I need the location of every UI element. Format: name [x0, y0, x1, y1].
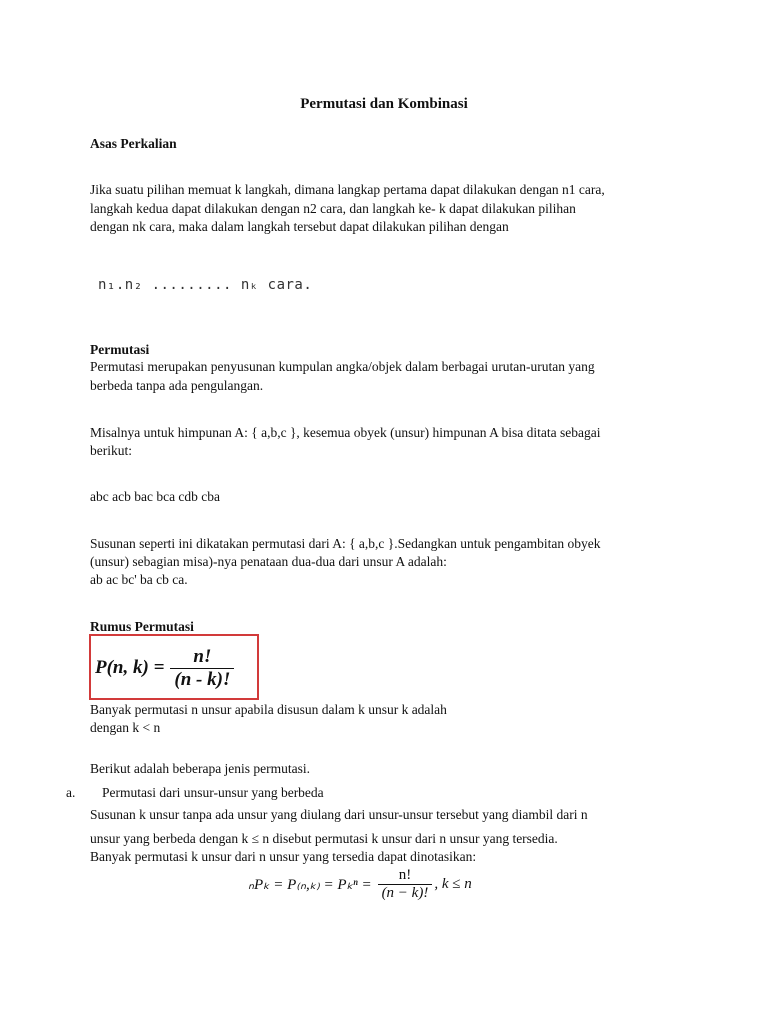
section-a-marker: a. [66, 785, 76, 800]
permutasi-paragraph-line-1: Permutasi merupakan penyusunan kumpulan angka/objek dalam berbagai urutan-urutan yang [90, 359, 595, 374]
section-a-equation-rhs: , k ≤ n [434, 875, 472, 892]
section-a-line-1: Susunan k unsur tanpa ada unsur yang diulang dari unsur-unsur tersebut yang diambil dari n [90, 807, 588, 822]
section-a-equation [248, 862, 472, 906]
permutasi-heading: Permutasi [90, 342, 150, 357]
page-title: Permutasi dan Kombinasi [300, 96, 468, 112]
rumus-formula-fraction [170, 646, 234, 691]
rumus-text-line-1: Banyak permutasi n unsur apabila disusun dalam k unsur k adalah [90, 702, 447, 717]
asas-paragraph-line-2: langkah kedua dapat dilakukan dengan n2 cara, dan langkah ke- k dapat dilakukan pilihan [90, 201, 576, 216]
rumus-formula-numerator: n! [193, 645, 212, 667]
section-a-equation-fraction [378, 867, 433, 902]
rumus-formula-box [89, 634, 259, 700]
asas-paragraph-line-1: Jika suatu pilihan memuat k langkah, dimana langkap pertama dapat dilakukan dengan n1 cara, [90, 182, 605, 197]
section-a-equation-denominator: (n − k)! [378, 884, 433, 902]
permutasi-note-line-3: ab ac bc' ba cb ca. [90, 572, 188, 587]
rumus-formula [95, 640, 234, 696]
asas-heading: Asas Perkalian [90, 136, 177, 151]
permutasi-list: abc acb bac bca cdb cba [90, 489, 221, 504]
rumus-formula-denominator: (n - k)! [170, 668, 234, 691]
rumus-text-line-3: Berikut adalah beberapa jenis permutasi. [90, 761, 311, 776]
permutasi-note-line-1: Susunan seperti ini dikatakan permutasi dari A: { a,b,c }.Sedangkan untuk pengambitan obyek [90, 536, 601, 551]
section-a-equation-numerator: n! [398, 866, 412, 883]
rumus-heading: Rumus Permutasi [90, 619, 194, 634]
section-a-line-3: Banyak permutasi k unsur dari n unsur yang tersedia dapat dinotasikan: [90, 849, 477, 864]
permutasi-paragraph-line-2: berbeda tanpa ada pengulangan. [90, 378, 264, 393]
rumus-text-line-2: dengan k < n [90, 720, 161, 735]
permutasi-example-line-2: berikut: [90, 443, 132, 458]
section-a-heading: Permutasi dari unsur-unsur yang berbeda [102, 785, 324, 800]
section-a-line-2: unsur yang berbeda dengan k ≤ n disebut permutasi k unsur dari n unsur yang tersedia. [90, 831, 558, 846]
permutasi-example-line-1: Misalnya untuk himpunan A: { a,b,c }, kesemua obyek (unsur) himpunan A bisa ditata sebagai [90, 425, 601, 440]
asas-formula-image: n₁.n₂ ......... nₖ cara. [98, 277, 313, 293]
rumus-formula-lhs: P(n, k) = [95, 657, 165, 678]
section-a-equation-lhs: ₙPₖ = P₍ₙ,ₖ₎ = Pₖⁿ = [248, 876, 372, 893]
asas-paragraph-line-3: dengan nk cara, maka dalam langkah tersebut dapat dilakukan pilihan dengan [90, 219, 509, 234]
permutasi-note-line-2: (unsur) sebagian misa)-nya penataan dua-dua dari unsur A adalah: [90, 554, 447, 569]
